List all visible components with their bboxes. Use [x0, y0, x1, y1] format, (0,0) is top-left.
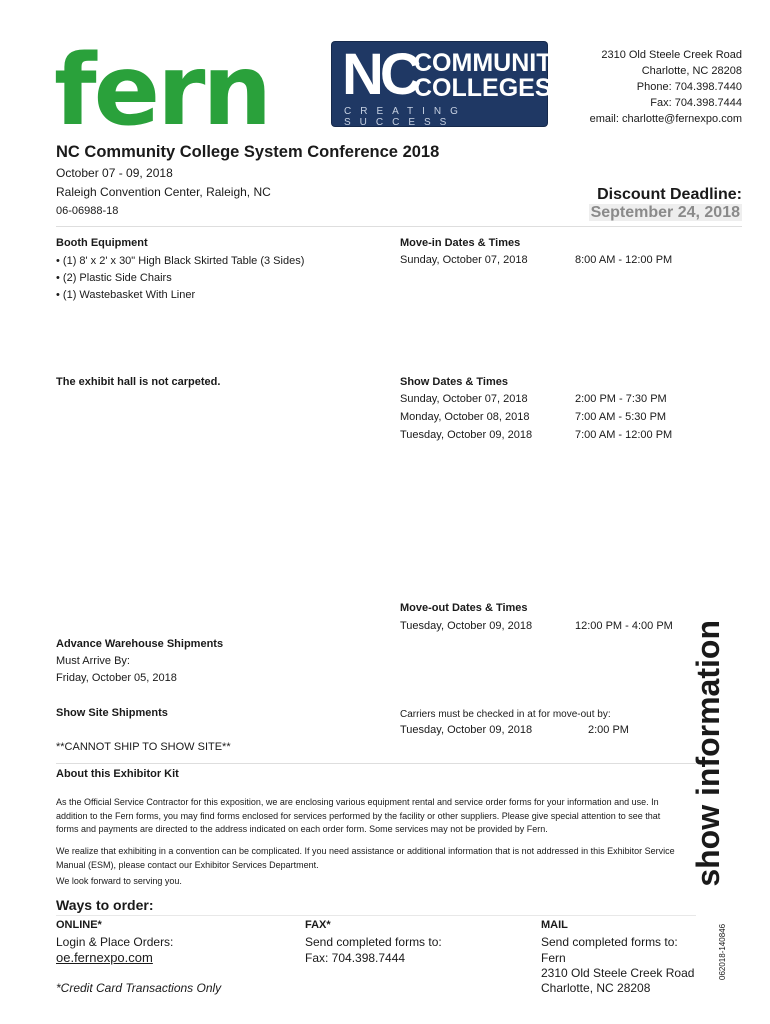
carriers-note: Carriers must be checked in at for move-out by: [400, 709, 611, 720]
show-date: Tuesday, October 09, 2018 [400, 429, 533, 441]
discount-date: September 24, 2018 [590, 204, 740, 221]
site-heading: Show Site Shipments [56, 707, 168, 719]
sidebar-title: show information [690, 620, 726, 887]
event-venue: Raleigh Convention Center, Raleigh, NC [56, 185, 271, 199]
address-city: Charlotte, NC 28208 [641, 65, 742, 77]
sidebar-code: 062018-140846 [718, 923, 727, 980]
fax-line1: Send completed forms to: [305, 935, 442, 949]
fax-number: Fax: 704.398.7444 [305, 951, 406, 965]
about-line: forms and payments are directed to the address indicated on each order form. Some services may not be provided by Fern. [56, 824, 548, 834]
discount-label: Discount Deadline: [597, 186, 742, 203]
about-line: As the Official Service Contractor for this exposition, we are enclosing various equipment rental and service order forms for your information and use. In [56, 797, 659, 807]
nc-logo-line2: COLLEGES [414, 74, 552, 102]
nc-logo-tagline: CREATING SUCCESS [344, 106, 467, 128]
about-line: We realize that exhibiting in a convention can be complicated. If you need assistance or additional information that is not addressed in this Exhibitor Service [56, 846, 675, 856]
carpet-note: The exhibit hall is not carpeted. [56, 376, 221, 388]
about-paragraph-3: We look forward to serving you. [56, 876, 182, 886]
move-in-time: 8:00 AM - 12:00 PM [575, 254, 673, 266]
event-title: NC Community College System Conference 2018 [56, 143, 440, 161]
booth-item: • (1) 8' x 2' x 30" High Black Skirted Table (3 Sides) [56, 255, 305, 267]
warehouse-date: Friday, October 05, 2018 [56, 672, 177, 684]
fern-logo: fern [54, 34, 270, 148]
online-line1: Login & Place Orders: [56, 935, 174, 949]
fax-label: FAX* [305, 919, 331, 931]
address-fax: Fax: 704.398.7444 [650, 97, 742, 109]
mail-label: MAIL [541, 919, 568, 931]
mail-line: Send completed forms to: [541, 935, 678, 949]
nc-logo-mark: NC [342, 42, 418, 107]
nc-logo-line1: COMMUNITY [414, 49, 569, 77]
address-phone: Phone: 704.398.7440 [636, 81, 742, 93]
address-email[interactable]: email: charlotte@fernexpo.com [589, 113, 742, 125]
about-heading: About this Exhibitor Kit [56, 768, 179, 780]
move-out-date: Tuesday, October 09, 2018 [400, 620, 533, 632]
mail-line: 2310 Old Steele Creek Road [541, 966, 695, 980]
warehouse-line1: Must Arrive By: [56, 655, 130, 667]
credit-card-note: *Credit Card Transactions Only [56, 981, 222, 995]
move-out-time: 12:00 PM - 4:00 PM [575, 620, 673, 632]
booth-item: • (1) Wastebasket With Liner [56, 289, 196, 301]
company-address [590, 47, 742, 127]
carriers-date: Tuesday, October 09, 2018 [400, 724, 533, 736]
nc-community-colleges-logo [332, 42, 569, 128]
about-line: Manual (ESM), please contact our Exhibitor Services Department. [56, 859, 319, 870]
show-information-sidebar [690, 620, 770, 890]
divider [56, 915, 696, 916]
online-order-link[interactable]: oe.fernexpo.com [56, 950, 153, 965]
move-out-heading: Move-out Dates & Times [400, 602, 528, 614]
about-paragraph-2 [56, 845, 675, 872]
show-time: 7:00 AM - 12:00 PM [575, 429, 673, 441]
move-in-heading: Move-in Dates & Times [400, 237, 521, 249]
show-date: Monday, October 08, 2018 [400, 411, 530, 423]
show-time: 7:00 AM - 5:30 PM [575, 411, 667, 423]
event-code: 06-06988-18 [56, 205, 119, 217]
online-label: ONLINE* [56, 919, 102, 931]
mail-line: Charlotte, NC 28208 [541, 981, 651, 995]
event-dates: October 07 - 09, 2018 [56, 166, 173, 180]
site-note: **CANNOT SHIP TO SHOW SITE** [56, 741, 231, 753]
warehouse-heading: Advance Warehouse Shipments [56, 638, 224, 650]
carriers-time: 2:00 PM [588, 724, 629, 736]
divider [56, 226, 742, 227]
mail-line: Fern [541, 951, 566, 965]
document-code-sidebar [718, 900, 738, 980]
ways-to-order-heading: Ways to order: [56, 897, 154, 913]
show-heading: Show Dates & Times [400, 376, 508, 388]
show-date: Sunday, October 07, 2018 [400, 393, 528, 405]
booth-item: • (2) Plastic Side Chairs [56, 272, 172, 284]
address-street: 2310 Old Steele Creek Road [601, 49, 742, 61]
about-line: addition to the Fern forms, you may find forms enclosed for services performed by the facility or other suppliers. Please give special attention to see that [56, 810, 661, 821]
move-in-date: Sunday, October 07, 2018 [400, 254, 528, 266]
about-paragraph-1 [56, 796, 660, 837]
show-time: 2:00 PM - 7:30 PM [575, 393, 667, 405]
divider [56, 763, 696, 764]
discount-deadline [589, 186, 742, 222]
booth-heading: Booth Equipment [56, 237, 148, 249]
